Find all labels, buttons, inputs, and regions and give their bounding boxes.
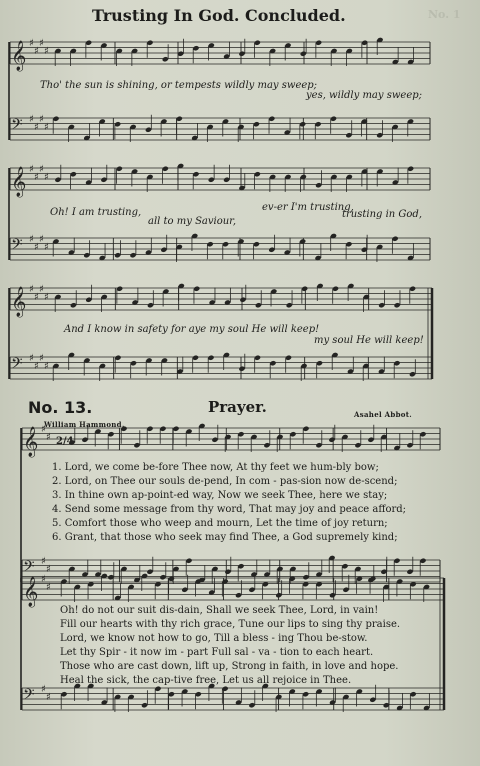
sharp-icon: ♯ (41, 556, 46, 567)
bass-clef-icon: 𝄢 (23, 558, 35, 579)
verse-line: 3. In thine own ap-point-ed way, Now we seek Thee, here we stay; (52, 490, 388, 501)
sharp-icon: ♯ (39, 353, 44, 364)
verse-line: Let thy Spir - it now im - part Full sal - va - tion to each heart. (60, 647, 374, 658)
verse-line: 5. Comfort those who weep and mourn, Let the time of joy return; (52, 518, 388, 529)
sharp-icon: ♯ (46, 582, 51, 593)
treble-clef-icon: 𝄞 (23, 427, 39, 457)
verse-line: Oh! do not our suit dis-dain, Shall we seek Thee, Lord, in vain! (60, 605, 379, 616)
hymn-number: No. 13. (28, 398, 93, 417)
verse-line: Lord, we know not how to go, Till a bless - ing Thou be-stow. (60, 633, 368, 644)
sharp-icon: ♯ (44, 361, 49, 372)
lyric-line: yes, wildly may sweep; (306, 90, 423, 101)
bass-clef-icon: 𝄢 (23, 686, 35, 707)
lyric-line: Tho' the sun is shining, or tempests wildly may sweep; (40, 80, 318, 91)
treble-clef-icon: 𝄞 (11, 287, 27, 317)
sharp-icon: ♯ (34, 361, 39, 372)
sharp-icon: ♯ (44, 172, 49, 183)
sharp-icon: ♯ (29, 164, 34, 175)
sharp-icon: ♯ (34, 46, 39, 57)
sharp-icon: ♯ (41, 424, 46, 435)
sharp-icon: ♯ (46, 692, 51, 703)
sharp-icon: ♯ (39, 114, 44, 125)
lyric-line: trusting in God, (342, 209, 423, 220)
sharp-icon: ♯ (34, 292, 39, 303)
verse-line: Heal the sick, the cap-tive free, Let us all rejoice in Thee. (60, 675, 352, 686)
sharp-icon: ♯ (34, 122, 39, 133)
verse-line: 2. Lord, on Thee our souls de-pend, In com - pas-sion now de-scend; (52, 476, 398, 487)
hymn-title-prayer: Prayer. (208, 398, 267, 416)
sharp-icon: ♯ (46, 564, 51, 575)
sharp-icon: ♯ (29, 38, 34, 49)
verse-line: 6. Grant, that those who seek may find Thee, a God supremely kind; (52, 532, 398, 543)
bass-clef-icon: 𝄢 (11, 355, 23, 376)
sharp-icon: ♯ (44, 292, 49, 303)
lyric-line: all to my Saviour, (148, 216, 237, 227)
lyric-line: Oh! I am trusting, (50, 207, 142, 218)
treble-clef-icon: 𝄞 (23, 577, 39, 607)
verse-line: Fill our hearts with thy rich grace, Tune our lips to sing thy praise. (60, 619, 401, 630)
treble-clef-icon: 𝄞 (11, 41, 27, 71)
sharp-icon: ♯ (44, 122, 49, 133)
sharp-icon: ♯ (29, 114, 34, 125)
sharp-icon: ♯ (34, 172, 39, 183)
lyric-line: And I know in safety for aye my soul He will keep! (64, 324, 320, 335)
sharp-icon: ♯ (34, 242, 39, 253)
sharp-icon: ♯ (39, 234, 44, 245)
sharp-icon: ♯ (29, 353, 34, 364)
sharp-icon: ♯ (39, 164, 44, 175)
sharp-icon: ♯ (29, 284, 34, 295)
bass-clef-icon: 𝄢 (11, 236, 23, 257)
composer-credit: Asahel Abbot. (354, 410, 413, 419)
hymn-title-trusting-in-god: Trusting In God. Concluded. (92, 6, 346, 25)
sharp-icon: ♯ (39, 38, 44, 49)
sharp-icon: ♯ (39, 284, 44, 295)
verse-line: 4. Send some message from thy word, That may joy and peace afford; (52, 504, 407, 515)
sharp-icon: ♯ (29, 234, 34, 245)
sharp-icon: ♯ (46, 432, 51, 443)
sharp-icon: ♯ (41, 684, 46, 695)
verse-line: Those who are cast down, lift up, Strong in faith, in love and hope. (60, 661, 399, 672)
treble-clef-icon: 𝄞 (11, 167, 27, 197)
time-signature-icon: 2/4 (56, 436, 74, 447)
verse-line: 1. Lord, we come be-fore Thee now, At thy feet we hum-bly bow; (52, 462, 379, 473)
sharp-icon: ♯ (41, 574, 46, 585)
lyric-line: my soul He will keep! (314, 335, 424, 346)
sharp-icon: ♯ (44, 46, 49, 57)
author-credit: William Hammond. (44, 420, 125, 429)
bass-clef-icon: 𝄢 (11, 116, 23, 137)
page-number: No. 1 (428, 8, 461, 21)
sharp-icon: ♯ (44, 242, 49, 253)
lyric-line: ev-er I'm trusting, (262, 202, 354, 213)
